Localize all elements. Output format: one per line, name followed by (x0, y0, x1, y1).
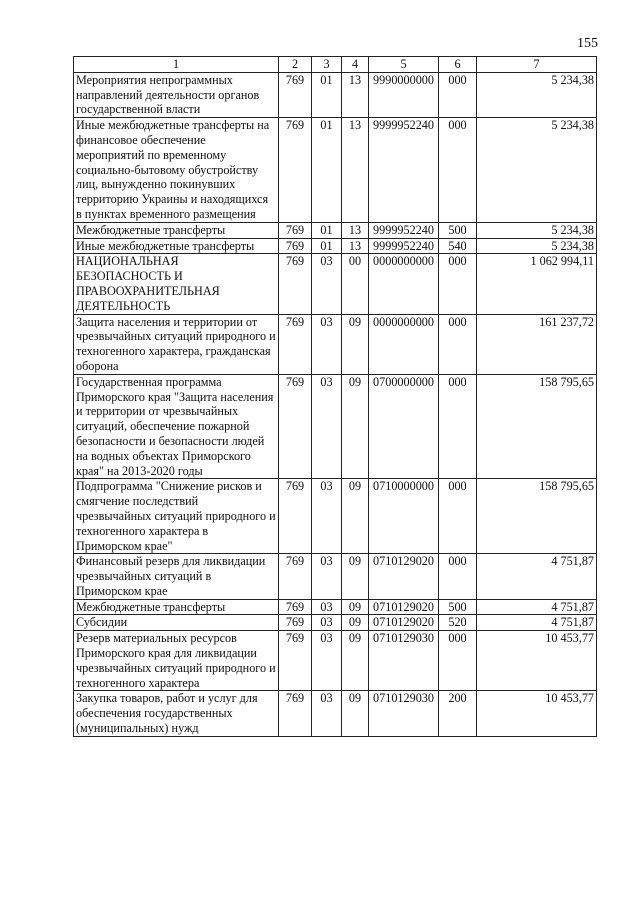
row-pr-cell: 09 (342, 691, 369, 736)
row-gr-cell: 769 (279, 374, 312, 479)
row-vr-cell: 000 (439, 631, 477, 691)
row-rz-cell: 01 (312, 238, 342, 254)
row-name-cell: Резерв материальных ресурсов Приморского края для ликвидации чрезвычайных ситуаций природного и техногенного характера (74, 631, 279, 691)
row-gr-cell: 769 (279, 72, 312, 117)
row-name-cell: Финансовый резерв для ликвидации чрезвычайных ситуаций в Приморском крае (74, 554, 279, 599)
row-rz-cell: 01 (312, 118, 342, 223)
row-csr-cell: 0710129020 (369, 554, 439, 599)
row-name-cell: Субсидии (74, 615, 279, 631)
row-rz-cell: 03 (312, 554, 342, 599)
table-row (74, 691, 597, 736)
row-name-cell: Иные межбюджетные трансферты на финансовое обеспечение мероприятий по временному социально-бытовому обустройству лиц, вынужденно покинувших территорию Украины и находящихся в пунктах временного размещения (74, 118, 279, 223)
row-vr-cell: 000 (439, 314, 477, 374)
table-row (74, 615, 597, 631)
row-csr-cell: 0710129020 (369, 615, 439, 631)
row-vr-cell: 000 (439, 374, 477, 479)
row-rz-cell: 03 (312, 254, 342, 314)
header-row (74, 57, 597, 73)
row-csr-cell: 9999952240 (369, 222, 439, 238)
row-pr-cell: 09 (342, 615, 369, 631)
row-pr-cell: 00 (342, 254, 369, 314)
row-amount-cell: 158 795,65 (477, 374, 597, 479)
row-pr-cell: 13 (342, 118, 369, 223)
column-header: 3 (312, 57, 342, 73)
row-rz-cell: 01 (312, 72, 342, 117)
row-pr-cell: 09 (342, 479, 369, 554)
row-rz-cell: 03 (312, 479, 342, 554)
table-row (74, 374, 597, 479)
row-amount-cell: 4 751,87 (477, 554, 597, 599)
row-gr-cell: 769 (279, 615, 312, 631)
row-csr-cell: 0710129030 (369, 631, 439, 691)
row-amount-cell: 158 795,65 (477, 479, 597, 554)
table-row (74, 254, 597, 314)
row-rz-cell: 01 (312, 222, 342, 238)
row-amount-cell: 161 237,72 (477, 314, 597, 374)
row-csr-cell: 0000000000 (369, 314, 439, 374)
row-rz-cell: 03 (312, 599, 342, 615)
row-gr-cell: 769 (279, 691, 312, 736)
row-amount-cell: 10 453,77 (477, 631, 597, 691)
row-name-cell: Подпрограмма "Снижение рисков и смягчение последствий чрезвычайных ситуаций природного и техногенного характера в Приморском крае" (74, 479, 279, 554)
column-header: 6 (439, 57, 477, 73)
row-csr-cell: 0710129020 (369, 599, 439, 615)
table-row (74, 479, 597, 554)
row-csr-cell: 9999952240 (369, 238, 439, 254)
row-vr-cell: 200 (439, 691, 477, 736)
row-vr-cell: 000 (439, 554, 477, 599)
table-row (74, 314, 597, 374)
row-pr-cell: 13 (342, 238, 369, 254)
row-rz-cell: 03 (312, 314, 342, 374)
table-row (74, 72, 597, 117)
table-row (74, 631, 597, 691)
row-pr-cell: 13 (342, 222, 369, 238)
row-amount-cell: 5 234,38 (477, 72, 597, 117)
row-name-cell: Государственная программа Приморского края "Защита населения и территории от чрезвычайных ситуаций, обеспечение пожарной безопасности и безопасности людей на водных объектах Приморского края" на 2013-2020 годы (74, 374, 279, 479)
row-name-cell: Межбюджетные трансферты (74, 599, 279, 615)
row-name-cell: Закупка товаров, работ и услуг для обеспечения государственных (муниципальных) нужд (74, 691, 279, 736)
row-vr-cell: 000 (439, 118, 477, 223)
row-rz-cell: 03 (312, 615, 342, 631)
row-csr-cell: 9999952240 (369, 118, 439, 223)
row-amount-cell: 4 751,87 (477, 599, 597, 615)
row-name-cell: Межбюджетные трансферты (74, 222, 279, 238)
row-gr-cell: 769 (279, 631, 312, 691)
column-header: 7 (477, 57, 597, 73)
column-header: 4 (342, 57, 369, 73)
page-number: 155 (577, 36, 598, 51)
row-vr-cell: 000 (439, 72, 477, 117)
column-header: 2 (279, 57, 312, 73)
row-amount-cell: 1 062 994,11 (477, 254, 597, 314)
row-gr-cell: 769 (279, 254, 312, 314)
row-gr-cell: 769 (279, 479, 312, 554)
row-vr-cell: 500 (439, 222, 477, 238)
row-rz-cell: 03 (312, 631, 342, 691)
row-gr-cell: 769 (279, 222, 312, 238)
table-row (74, 599, 597, 615)
column-header: 1 (74, 57, 279, 73)
budget-table (73, 56, 597, 737)
row-rz-cell: 03 (312, 374, 342, 479)
row-gr-cell: 769 (279, 314, 312, 374)
row-pr-cell: 09 (342, 554, 369, 599)
row-amount-cell: 5 234,38 (477, 222, 597, 238)
row-amount-cell: 5 234,38 (477, 238, 597, 254)
row-csr-cell: 0710000000 (369, 479, 439, 554)
row-name-cell: Мероприятия непрограммных направлений деятельности органов государственной власти (74, 72, 279, 117)
row-rz-cell: 03 (312, 691, 342, 736)
row-vr-cell: 500 (439, 599, 477, 615)
row-vr-cell: 000 (439, 254, 477, 314)
table-row (74, 238, 597, 254)
row-csr-cell: 0000000000 (369, 254, 439, 314)
row-gr-cell: 769 (279, 554, 312, 599)
table-body (74, 72, 597, 736)
row-amount-cell: 10 453,77 (477, 691, 597, 736)
row-amount-cell: 4 751,87 (477, 615, 597, 631)
table-row (74, 118, 597, 223)
row-gr-cell: 769 (279, 118, 312, 223)
row-name-cell: Иные межбюджетные трансферты (74, 238, 279, 254)
row-pr-cell: 09 (342, 374, 369, 479)
row-gr-cell: 769 (279, 599, 312, 615)
row-amount-cell: 5 234,38 (477, 118, 597, 223)
row-name-cell: Защита населения и территории от чрезвычайных ситуаций природного и техногенного характера, гражданская оборона (74, 314, 279, 374)
table-row (74, 554, 597, 599)
row-name-cell: НАЦИОНАЛЬНАЯ БЕЗОПАСНОСТЬ И ПРАВООХРАНИТЕЛЬНАЯ ДЕЯТЕЛЬНОСТЬ (74, 254, 279, 314)
row-vr-cell: 000 (439, 479, 477, 554)
row-gr-cell: 769 (279, 238, 312, 254)
row-pr-cell: 09 (342, 599, 369, 615)
row-pr-cell: 13 (342, 72, 369, 117)
row-pr-cell: 09 (342, 314, 369, 374)
row-vr-cell: 540 (439, 238, 477, 254)
column-header: 5 (369, 57, 439, 73)
table-row (74, 222, 597, 238)
row-csr-cell: 0710129030 (369, 691, 439, 736)
row-vr-cell: 520 (439, 615, 477, 631)
row-pr-cell: 09 (342, 631, 369, 691)
row-csr-cell: 9990000000 (369, 72, 439, 117)
row-csr-cell: 0700000000 (369, 374, 439, 479)
